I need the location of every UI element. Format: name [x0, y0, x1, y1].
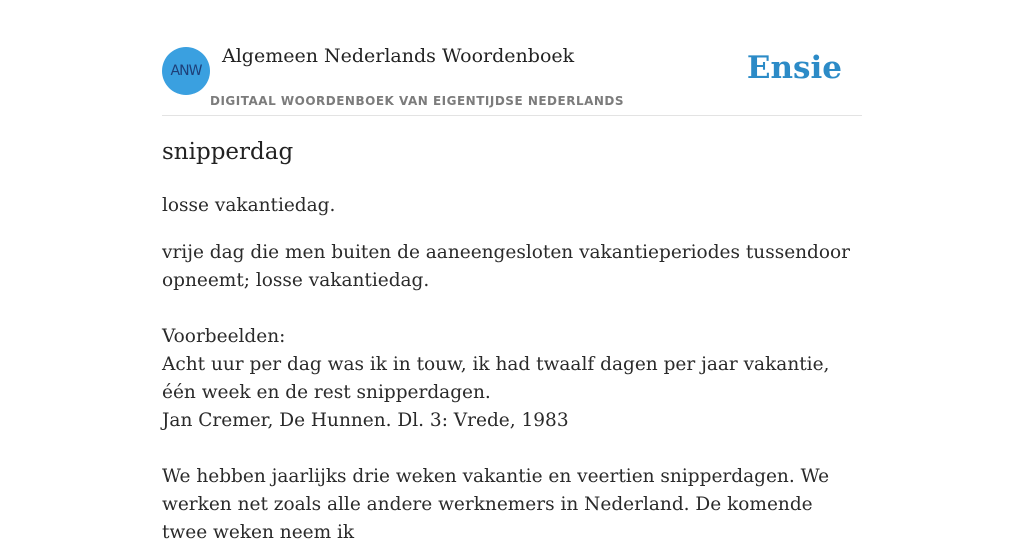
ensie-brand-logo[interactable]: Ensie — [746, 50, 842, 86]
dictionary-subtitle: DIGITAAL WOORDENBOEK VAN EIGENTIJDSE NEDERLANDS — [210, 94, 625, 108]
site-header — [162, 0, 862, 116]
content-column — [162, 0, 862, 543]
dictionary-title[interactable]: Algemeen Nederlands Woordenboek — [222, 45, 575, 67]
short-definition: losse vakantiedag. — [162, 195, 336, 216]
anw-logo[interactable] — [162, 47, 210, 95]
entry-body — [162, 239, 862, 547]
spacer — [162, 295, 862, 323]
entry-headword: snipperdag — [162, 139, 294, 165]
example-quote: Acht uur per dag was ik in touw, ik had twaalf dagen per jaar vakantie, één week en de rest snipperdagen. — [162, 354, 830, 403]
spacer — [162, 435, 862, 463]
logo-text: ANW — [170, 63, 202, 79]
long-definition: vrije dag die men buiten de aaneengesloten vakantieperiodes tussendoor opneemt; losse vakantiedag. — [162, 242, 851, 291]
example-quote: We hebben jaarlijks drie weken vakantie en veertien snipperdagen. We werken net zoals alle andere werknemers in Nederland. De komende twee weken neem ik — [162, 466, 830, 543]
example-source: Jan Cremer, De Hunnen. Dl. 3: Vrede, 1983 — [162, 410, 569, 431]
examples-label: Voorbeelden: — [162, 326, 286, 347]
